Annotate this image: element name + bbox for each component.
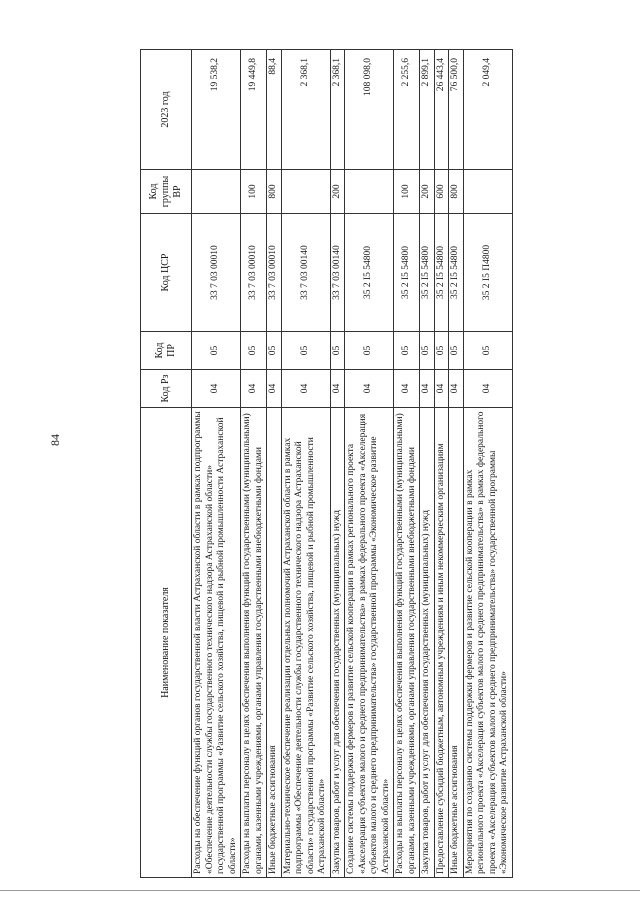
cell-rz: 04: [449, 370, 464, 408]
cell-name: Закупка товаров, работ и услуг для обеспечения государственных (муниципальных) нужд: [330, 408, 345, 878]
page-number: 84: [48, 434, 62, 446]
cell-name: Расходы на обеспечение функций органов государственной власти Астраханской области в рамках подпрограммы «Обеспечение деятельности службы государственного технического надзора Астраханской области» государственной программы «Развитие сельского хозяйства, пищевой и рыбной промышленности Астраханской области»: [192, 408, 241, 878]
table-row: [281, 50, 330, 878]
cell-vr: [281, 170, 330, 214]
cell-csr: 33 7 03 00140: [281, 214, 330, 332]
budget-table: [140, 49, 513, 878]
header-vr: Код группы ВР: [141, 170, 192, 214]
cell-csr: 35 2 I5 54800: [420, 214, 435, 332]
cell-value: 2 368,1: [281, 50, 330, 170]
table-row: [394, 50, 420, 878]
table-row: [330, 50, 345, 878]
cell-name: Закупка товаров, работ и услуг для обеспечения государственных (муниципальных) нужд: [420, 408, 435, 878]
cell-pr: 05: [449, 332, 464, 370]
cell-value: 88,4: [267, 50, 282, 170]
cell-csr: 33 7 03 00010: [241, 214, 267, 332]
cell-pr: 05: [281, 332, 330, 370]
cell-value: 2 899,1: [420, 50, 435, 170]
cell-vr: 800: [267, 170, 282, 214]
table-row: [463, 50, 512, 878]
cell-csr: 35 2 I5 54800: [394, 214, 420, 332]
table-row: [192, 50, 241, 878]
cell-csr: 33 7 03 00010: [267, 214, 282, 332]
cell-vr: 600: [434, 170, 449, 214]
cell-csr: 35 2 I5 54800: [434, 214, 449, 332]
cell-pr: 05: [241, 332, 267, 370]
cell-pr: 05: [394, 332, 420, 370]
cell-name: Расходы на выплаты персоналу в целях обеспечения выполнения функций государственными (муниципальными) органами, казенными учреждениями, органами управления государственными внебюджетными фондами: [241, 408, 267, 878]
cell-vr: [192, 170, 241, 214]
cell-rz: 04: [330, 370, 345, 408]
cell-pr: 05: [420, 332, 435, 370]
cell-rz: 04: [420, 370, 435, 408]
cell-rz: 04: [192, 370, 241, 408]
cell-vr: [345, 170, 394, 214]
cell-pr: 05: [463, 332, 512, 370]
cell-pr: 05: [192, 332, 241, 370]
cell-value: 19 538,2: [192, 50, 241, 170]
cell-pr: 05: [345, 332, 394, 370]
table-row: [267, 50, 282, 878]
cell-csr: 35 2 I5 54800: [449, 214, 464, 332]
cell-pr: 05: [330, 332, 345, 370]
cell-csr: 35 2 I5 П4800: [463, 214, 512, 332]
table-row: [420, 50, 435, 878]
cell-vr: 200: [420, 170, 435, 214]
cell-value: 76 500,0: [449, 50, 464, 170]
cell-vr: 100: [394, 170, 420, 214]
header-csr: Код ЦСР: [141, 214, 192, 332]
table-row: [345, 50, 394, 878]
cell-rz: 04: [281, 370, 330, 408]
cell-value: 19 449,8: [241, 50, 267, 170]
cell-vr: 800: [449, 170, 464, 214]
cell-vr: [463, 170, 512, 214]
cell-value: 108 098,0: [345, 50, 394, 170]
header-pr: Код ПР: [141, 332, 192, 370]
cell-value: 26 443,4: [434, 50, 449, 170]
header-rz: Код Рз: [141, 370, 192, 408]
cell-csr: 35 2 I5 54800: [345, 214, 394, 332]
table-row: [434, 50, 449, 878]
cell-name: Материально-техническое обеспечение реализации отдельных полномочий Астраханской области в рамках подпрограммы «Обеспечение деятельности службы государственного технического надзора Астраханской области» государственной программы «Развитие сельского хозяйства, пищевой и рыбной промышленности Астраханской области»: [281, 408, 330, 878]
table-row: [241, 50, 267, 878]
rotated-page-content: [140, 50, 520, 878]
cell-value: 2 255,6: [394, 50, 420, 170]
table-row: [449, 50, 464, 878]
cell-vr: 100: [241, 170, 267, 214]
cell-rz: 04: [267, 370, 282, 408]
cell-csr: 33 7 03 00140: [330, 214, 345, 332]
header-year: 2023 год: [141, 50, 192, 170]
header-name: Наименование показателя: [141, 408, 192, 878]
cell-rz: 04: [345, 370, 394, 408]
cell-name: Расходы на выплаты персоналу в целях обеспечения выполнения функций государственными (муниципальными) органами, казенными учреждениями, органами управления государственными внебюджетными фондами: [394, 408, 420, 878]
cell-value: 2 368,1: [330, 50, 345, 170]
cell-rz: 04: [463, 370, 512, 408]
cell-rz: 04: [394, 370, 420, 408]
cell-csr: 33 7 03 00010: [192, 214, 241, 332]
cell-name: Иные бюджетные ассигнования: [267, 408, 282, 878]
cell-name: Мероприятия по созданию системы поддержки фермеров и развитие сельской кооперации в рамках регионального проекта «Акселерация субъектов малого и среднего предпринимательства» в рамках федерального проекта «Акселерация субъектов малого и среднего предпринимательства» государственной программы «Экономическое развитие Астраханской области»: [463, 408, 512, 878]
cell-name: Иные бюджетные ассигнования: [449, 408, 464, 878]
cell-vr: 200: [330, 170, 345, 214]
scan-bottom-edge: [0, 890, 640, 891]
cell-name: Создание системы поддержки фермеров и развитие сельской кооперации в рамках регионального проекта «Акселерация субъектов малого и среднего предпринимательства» в рамках федерального проекта «Акселерация субъектов малого и среднего предпринимательства» государственной программы «Экономическое развитие Астраханской области»: [345, 408, 394, 878]
cell-value: 2 049,4: [463, 50, 512, 170]
cell-rz: 04: [241, 370, 267, 408]
cell-name: Предоставление субсидий бюджетным, автономным учреждениям и иным некоммерческим организациям: [434, 408, 449, 878]
cell-pr: 05: [434, 332, 449, 370]
cell-rz: 04: [434, 370, 449, 408]
cell-pr: 05: [267, 332, 282, 370]
table-header-row: [141, 50, 192, 878]
